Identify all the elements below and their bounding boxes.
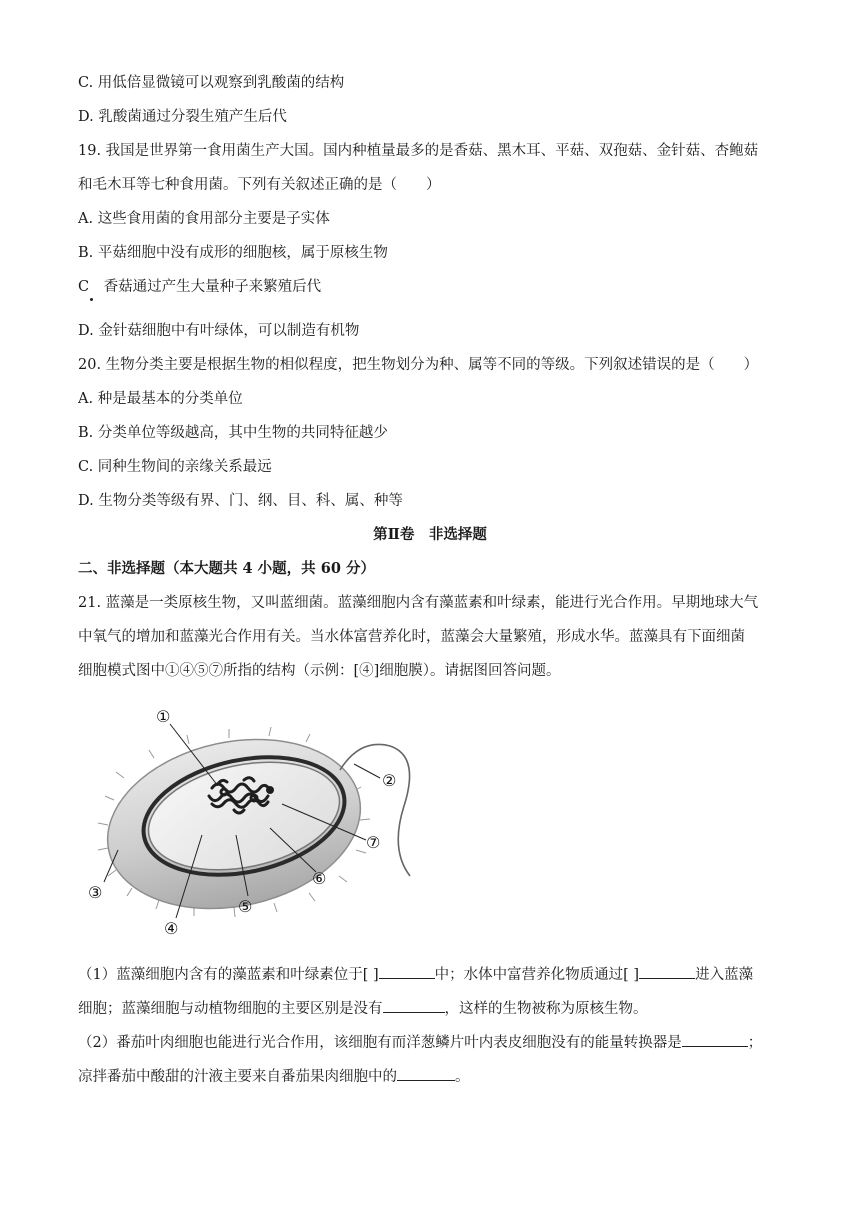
option-d-q20: D. 生物分类等级有界、门、纲、目、科、属、种等 bbox=[78, 493, 403, 509]
option-b-q19: B. 平菇细胞中没有成形的细胞核，属于原核生物 bbox=[78, 245, 388, 261]
label-7: ⑦ bbox=[366, 833, 381, 852]
option-d-q18: D. 乳酸菌通过分裂生殖产生后代 bbox=[78, 109, 287, 125]
option-b-q20: B. 分类单位等级越高，其中生物的共同特征越少 bbox=[78, 425, 388, 441]
question-19-line1: 19. 我国是世界第一食用菌生产大国。国内种植量最多的是香菇、黑木耳、平菇、双孢菇、金针菇、杏鲍菇 bbox=[78, 143, 759, 159]
question-21-line2: 中氧气的增加和蓝藻光合作用有关。当水体富营养化时，蓝藻会大量繁殖，形成水华。蓝藻具有下面细菌 bbox=[78, 629, 745, 645]
text-part: 凉拌番茄中酸甜的汁液主要来自番茄果肉细胞中的 bbox=[78, 1069, 397, 1085]
option-c-q19: C 香菇通过产生大量种子来繁殖后代 bbox=[78, 279, 322, 295]
label-2: ② bbox=[382, 771, 397, 790]
option-a-q19: A. 这些食用菌的食用部分主要是子实体 bbox=[78, 211, 330, 227]
label-5: ⑤ bbox=[238, 897, 253, 916]
answer-blank[interactable] bbox=[379, 964, 435, 979]
text-part: ，这样的生物被称为原核生物。 bbox=[444, 1001, 648, 1017]
section-title: 第Ⅱ卷 非选择题 bbox=[373, 526, 487, 543]
answer-blank[interactable] bbox=[383, 998, 445, 1013]
text-part: （1）蓝藻细胞内含有的藻蓝素和叶绿素位于[ ] bbox=[78, 967, 379, 983]
answer-blank[interactable] bbox=[682, 1032, 748, 1047]
option-d-q19: D. 金针菇细胞中有叶绿体，可以制造有机物 bbox=[78, 323, 360, 339]
sub-question-2-line2 bbox=[78, 1066, 470, 1087]
text-part: 细胞；蓝藻细胞与动植物细胞的主要区别是没有 bbox=[78, 1001, 383, 1017]
part-heading: 二、非选择题（本大题共 4 小题，共 60 分） bbox=[78, 560, 375, 577]
text-part: （2）番茄叶肉细胞也能进行光合作用，该细胞有而洋葱鳞片叶内表皮细胞没有的能量转换器是 bbox=[78, 1035, 682, 1051]
option-c-q18: C. 用低倍显微镜可以观察到乳酸菌的结构 bbox=[78, 75, 345, 91]
answer-blank[interactable] bbox=[397, 1066, 455, 1081]
question-19-line2: 和毛木耳等七种食用菌。下列有关叙述正确的是（ ） bbox=[78, 177, 441, 193]
bacteria-cell-diagram bbox=[84, 700, 424, 940]
label-4: ④ bbox=[164, 919, 179, 938]
option-a-q20: A. 种是最基本的分类单位 bbox=[78, 391, 243, 407]
sub-question-1-line1 bbox=[78, 964, 753, 985]
label-6: ⑥ bbox=[312, 869, 327, 888]
question-21-line3: 细胞模式图中①④⑤⑦所指的结构（示例：[④]细胞膜）。请据图回答问题。 bbox=[78, 663, 561, 679]
label-1: ① bbox=[156, 707, 171, 726]
sub-question-1-line2 bbox=[78, 998, 648, 1019]
question-20: 20. 生物分类主要是根据生物的相似程度，把生物划分为种、属等不同的等级。下列叙述错误的是（ ） bbox=[78, 357, 759, 373]
text-part: 。 bbox=[455, 1069, 470, 1085]
sub-question-2-line1 bbox=[78, 1032, 762, 1053]
answer-blank[interactable] bbox=[639, 964, 695, 979]
question-21-line1: 21. 蓝藻是一类原核生物，又叫蓝细菌。蓝藻细胞内含有藻蓝素和叶绿素，能进行光合作用。早期地球大气 bbox=[78, 595, 759, 611]
text-part: 进入蓝藻 bbox=[695, 967, 754, 983]
dot-mark bbox=[90, 298, 93, 301]
text-part: ； bbox=[747, 1035, 763, 1051]
text-part: 中；水体中富营养化物质通过[ ] bbox=[434, 967, 640, 983]
label-3: ③ bbox=[88, 883, 103, 902]
option-c-q20: C. 同种生物间的亲缘关系最远 bbox=[78, 459, 272, 475]
